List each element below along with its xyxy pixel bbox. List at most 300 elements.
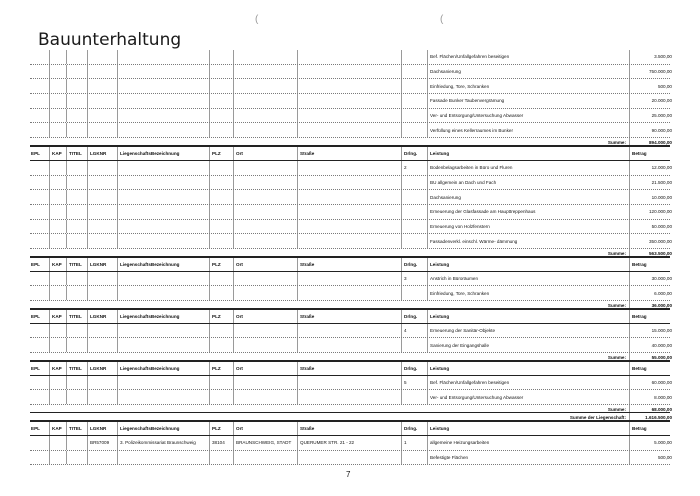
cell-strasse: Straße: [297, 147, 402, 160]
cell-strasse: [297, 286, 402, 300]
cell-titel: [66, 176, 88, 190]
cell-strasse: Straße: [297, 422, 402, 435]
cell-kap: [49, 109, 67, 123]
cell-leistung: Bef. Flächen/Unfallgefahren beseitigen: [427, 376, 630, 390]
sum-row: [30, 249, 670, 257]
cell-epl: [31, 376, 47, 390]
cell-drlng: [401, 390, 428, 404]
cell-plz: [209, 123, 234, 137]
cell-kap: KAP: [49, 258, 67, 271]
cell-titel: [66, 338, 88, 352]
cell-kap: KAP: [49, 310, 67, 323]
cell-lgknr: [87, 176, 118, 190]
cell-bez: [117, 390, 210, 404]
cell-titel: [66, 390, 88, 404]
cell-strasse: [297, 161, 402, 175]
cell-bez: 3. Polizeikommissariat Braunschweig: [117, 436, 210, 450]
cell-plz: PLZ: [209, 362, 234, 375]
cell-betrag: 36.000,00: [629, 301, 674, 308]
cell-titel: [66, 123, 88, 137]
cell-leistung: Einfriedung, Tore, Schranken: [427, 79, 630, 93]
cell-lgknr: [87, 205, 118, 219]
cell-betrag: 500,00: [629, 79, 674, 93]
cell-ort: [233, 376, 298, 390]
cell-strasse: [297, 451, 402, 465]
cell-plz: [209, 65, 234, 79]
cell-ort: [233, 123, 298, 137]
cell-betrag: 1.616.500,00: [629, 413, 674, 420]
cell-kap: [49, 123, 67, 137]
cell-lgknr: [87, 220, 118, 234]
cell-drlng: [401, 338, 428, 352]
table-header-row: [30, 146, 670, 161]
cell-plz: [209, 94, 234, 108]
cell-lgknr: LGKNR: [87, 147, 118, 160]
cell-titel: [66, 205, 88, 219]
cell-kap: [49, 220, 67, 234]
cell-plz: [209, 338, 234, 352]
cell-kap: [49, 234, 67, 248]
cell-plz: [209, 390, 234, 404]
cell-betrag: Betrag: [629, 310, 672, 323]
cell-kap: [49, 390, 67, 404]
cell-titel: [66, 190, 88, 204]
cell-titel: [66, 79, 88, 93]
table-row: [30, 109, 670, 124]
cell-leistung: BU allgemein an Dach und Fach: [427, 176, 630, 190]
cell-betrag: 12.000,00: [629, 161, 674, 175]
cell-drlng: 3: [401, 272, 428, 286]
table-row: [30, 65, 670, 80]
table-row: [30, 161, 670, 176]
table-header-row: [30, 257, 670, 272]
table-row: [30, 324, 670, 339]
cell-epl: [31, 324, 47, 338]
cell-ort: [233, 65, 298, 79]
cell-bez: [117, 376, 210, 390]
cell-titel: [66, 65, 88, 79]
cell-strasse: [297, 65, 402, 79]
cell-lgknr: [87, 65, 118, 79]
cell-strasse: [297, 324, 402, 338]
page-title: Bauunterhaltung: [38, 30, 182, 50]
cell-ort: Ort: [233, 310, 298, 323]
cell-betrag: 68.000,00: [629, 405, 674, 412]
cell-lgknr: [87, 50, 118, 64]
cell-kap: [49, 338, 67, 352]
cell-titel: [66, 94, 88, 108]
cell-betrag: 21.500,00: [629, 176, 674, 190]
cell-ort: Ort: [233, 362, 298, 375]
cell-betrag: 750.000,00: [629, 65, 674, 79]
cell-plz: [209, 220, 234, 234]
cell-plz: PLZ: [209, 258, 234, 271]
cell-bez: [117, 286, 210, 300]
cell-lgknr: [87, 451, 118, 465]
cell-leistung: Anstrich in Büroräumen: [427, 272, 630, 286]
cell-lgknr: [87, 94, 118, 108]
cell-kap: [49, 272, 67, 286]
scan-mark: (: [255, 14, 259, 25]
cell-ort: [233, 50, 298, 64]
table-row: [30, 286, 670, 301]
cell-epl: EPL: [31, 365, 40, 371]
cell-drlng: 4: [401, 324, 428, 338]
table-row: [30, 50, 670, 65]
cell-betrag: 50.000,00: [629, 220, 674, 234]
cell-plz: [209, 324, 234, 338]
cell-ort: [233, 338, 298, 352]
table-row: [30, 338, 670, 353]
cell-leistung: Leistung: [427, 362, 630, 375]
cell-drlng: [401, 205, 428, 219]
cell-ort: [233, 272, 298, 286]
cell-leistung: Bodenbelagsarbeiten in Büro und Fluren: [427, 161, 630, 175]
cell-epl: [31, 79, 47, 93]
cell-drlng: 1: [401, 436, 428, 450]
cell-bez: [117, 161, 210, 175]
cell-lgknr: LGKNR: [87, 362, 118, 375]
cell-strasse: [297, 390, 402, 404]
cell-strasse: [297, 190, 402, 204]
cell-strasse: QUERUMER STR. 21 - 22: [297, 436, 402, 450]
cell-strasse: [297, 109, 402, 123]
cell-ort: [233, 205, 298, 219]
cell-plz: [209, 205, 234, 219]
cell-kap: [49, 190, 67, 204]
cell-titel: [66, 324, 88, 338]
cell-plz: PLZ: [209, 147, 234, 160]
scan-mark: (: [440, 14, 444, 25]
cell-ort: [233, 324, 298, 338]
cell-leistung: Erneuerung der Glasfassade am Haupttreppenhaus: [427, 205, 630, 219]
cell-lgknr: [87, 338, 118, 352]
cell-leistung: Erneuerung von Holzfenstern: [427, 220, 630, 234]
cell-bez: [117, 123, 210, 137]
cell-plz: [209, 376, 234, 390]
cell-leistung: Leistung: [427, 258, 630, 271]
table-header-row: [30, 421, 670, 436]
cell-leistung: Fassadenverkl. einschl. Wärme- dämmung: [427, 234, 630, 248]
cell-lgknr: [87, 79, 118, 93]
cell-titel: [66, 376, 88, 390]
cell-bez: [117, 79, 210, 93]
cell-strasse: [297, 50, 402, 64]
cell-ort: BRAUNSCHWEIG, STADT: [233, 436, 298, 450]
cell-bez: LiegenschaftsBezeichnung: [117, 147, 210, 160]
cell-kap: [49, 176, 67, 190]
cell-epl: [31, 338, 47, 352]
cell-plz: [209, 79, 234, 93]
sum-label: Summe:: [607, 303, 626, 308]
cell-epl: [31, 390, 47, 404]
cell-plz: [209, 109, 234, 123]
cell-leistung: Ver- und Entsorgung/Untersuchung Abwasser: [427, 109, 630, 123]
cell-titel: TITEL: [66, 258, 88, 271]
table-row: [30, 376, 670, 391]
cell-leistung: Erneuerung der Sanitär-Objekte: [427, 324, 630, 338]
cell-betrag: Betrag: [629, 362, 672, 375]
cell-kap: KAP: [49, 362, 67, 375]
cell-drlng: [401, 234, 428, 248]
cell-epl: EPL: [31, 313, 40, 319]
cell-lgknr: LGKNR: [87, 258, 118, 271]
table-row: [30, 190, 670, 205]
cell-plz: 38104: [209, 436, 234, 450]
cell-betrag: 10.000,00: [629, 190, 674, 204]
cell-plz: PLZ: [209, 422, 234, 435]
cell-epl: [31, 109, 47, 123]
cell-titel: [66, 436, 88, 450]
cell-leistung: Fassade Bunker Taubenvergrämung: [427, 94, 630, 108]
cell-epl: [31, 176, 47, 190]
cell-leistung: Einfriedung, Tore, Schranken: [427, 286, 630, 300]
cell-epl: EPL: [31, 425, 40, 431]
cell-strasse: Straße: [297, 362, 402, 375]
cell-kap: [49, 94, 67, 108]
cell-drlng: [401, 451, 428, 465]
sum-row: [30, 138, 670, 146]
cell-titel: [66, 286, 88, 300]
cell-bez: [117, 338, 210, 352]
cell-plz: [209, 451, 234, 465]
cell-drlng: Drlng.: [401, 258, 428, 271]
cell-ort: Ort: [233, 258, 298, 271]
table-header-row: [30, 361, 670, 376]
cell-bez: [117, 234, 210, 248]
sum-label: Summe:: [607, 407, 626, 413]
cell-kap: [49, 324, 67, 338]
cell-ort: [233, 286, 298, 300]
cell-epl: EPL: [31, 261, 40, 267]
cell-drlng: Drlng.: [401, 362, 428, 375]
cell-titel: [66, 161, 88, 175]
cell-strasse: [297, 94, 402, 108]
cell-betrag: 8.000,00: [629, 390, 674, 404]
cell-drlng: Drlng.: [401, 310, 428, 323]
cell-titel: [66, 109, 88, 123]
cell-betrag: 500,00: [629, 451, 674, 465]
cell-kap: [49, 376, 67, 390]
cell-ort: [233, 390, 298, 404]
sum-row: [30, 405, 670, 413]
cell-betrag: 60.000,00: [629, 376, 674, 390]
cell-plz: PLZ: [209, 310, 234, 323]
cell-betrag: 40.000,00: [629, 338, 674, 352]
cell-titel: [66, 50, 88, 64]
table-row: [30, 272, 670, 287]
cell-strasse: [297, 176, 402, 190]
cell-drlng: [401, 94, 428, 108]
cell-betrag: 55.000,00: [629, 353, 674, 360]
cell-leistung: Verfüllung eines Kellerraumes im Bunker: [427, 123, 630, 137]
cell-strasse: [297, 272, 402, 286]
cell-betrag: 25.000,00: [629, 109, 674, 123]
cell-leistung: Leistung: [427, 310, 630, 323]
cell-lgknr: [87, 161, 118, 175]
cell-ort: Ort: [233, 422, 298, 435]
cell-drlng: [401, 123, 428, 137]
cell-drlng: [401, 220, 428, 234]
cell-plz: [209, 272, 234, 286]
cell-leistung: allgemeine Heizungsarbeiten: [427, 436, 630, 450]
cell-epl: [31, 451, 47, 465]
cell-betrag: 563.500,00: [629, 249, 674, 256]
table-header-row: [30, 309, 670, 324]
cell-leistung: Sanierung der Eingangshalle: [427, 338, 630, 352]
cell-bez: [117, 324, 210, 338]
sum-label: Summe:: [607, 250, 626, 256]
cell-drlng: Drlng.: [401, 422, 428, 435]
cell-epl: [31, 190, 47, 204]
cell-lgknr: [87, 272, 118, 286]
cell-bez: LiegenschaftsBezeichnung: [117, 310, 210, 323]
cell-epl: [31, 272, 47, 286]
cell-ort: [233, 234, 298, 248]
cell-ort: [233, 176, 298, 190]
cell-betrag: 6.000,00: [629, 286, 674, 300]
cell-betrag: 5.000,00: [629, 436, 674, 450]
cell-plz: [209, 50, 234, 64]
cell-strasse: [297, 79, 402, 93]
cell-lgknr: [87, 390, 118, 404]
cell-lgknr: [87, 234, 118, 248]
cell-strasse: [297, 376, 402, 390]
cell-betrag: 3.500,00: [629, 50, 674, 64]
cell-plz: [209, 161, 234, 175]
cell-titel: TITEL: [66, 362, 88, 375]
cell-drlng: [401, 50, 428, 64]
cell-ort: [233, 220, 298, 234]
cell-ort: [233, 94, 298, 108]
cell-lgknr: [87, 286, 118, 300]
cell-kap: KAP: [49, 422, 67, 435]
cell-plz: [209, 190, 234, 204]
cell-strasse: [297, 220, 402, 234]
cell-lgknr: [87, 376, 118, 390]
cell-titel: [66, 272, 88, 286]
cell-betrag: 120.000,00: [629, 205, 674, 219]
cell-kap: [49, 436, 67, 450]
cell-bez: [117, 109, 210, 123]
cell-lgknr: LGKNR: [87, 422, 118, 435]
cell-kap: [49, 451, 67, 465]
cell-lgknr: LGKNR: [87, 310, 118, 323]
cell-betrag: 894.000,00: [629, 138, 674, 145]
cell-bez: LiegenschaftsBezeichnung: [117, 362, 210, 375]
cell-leistung: Leistung: [427, 422, 630, 435]
cell-bez: [117, 65, 210, 79]
cell-lgknr: BR57009: [87, 436, 118, 450]
cell-plz: [209, 176, 234, 190]
cell-betrag: 20.000,00: [629, 94, 674, 108]
cell-betrag: 350.000,00: [629, 234, 674, 248]
cell-leistung: Dachsanierung: [427, 65, 630, 79]
cell-drlng: [401, 109, 428, 123]
bauunterhaltung-table: [30, 50, 670, 465]
cell-kap: [49, 161, 67, 175]
cell-epl: [31, 436, 47, 450]
cell-ort: [233, 109, 298, 123]
cell-leistung: Dachsanierung: [427, 190, 630, 204]
cell-titel: [66, 451, 88, 465]
cell-leistung: Bef. Flächen/Unfallgefahren beseitigen: [427, 50, 630, 64]
cell-bez: [117, 190, 210, 204]
cell-kap: [49, 205, 67, 219]
cell-ort: [233, 451, 298, 465]
table-row: [30, 234, 670, 249]
cell-kap: KAP: [49, 147, 67, 160]
cell-drlng: Drlng.: [401, 147, 428, 160]
cell-epl: [31, 94, 47, 108]
cell-titel: TITEL: [66, 422, 88, 435]
cell-epl: [31, 234, 47, 248]
table-row: [30, 79, 670, 94]
cell-epl: EPL: [31, 150, 40, 156]
cell-bez: [117, 220, 210, 234]
cell-drlng: 5: [401, 376, 428, 390]
sum-row: [30, 353, 670, 361]
cell-kap: [49, 79, 67, 93]
cell-bez: [117, 205, 210, 219]
cell-leistung: Befestigte Flächen: [427, 451, 630, 465]
cell-plz: [209, 286, 234, 300]
table-row: [30, 436, 670, 451]
cell-kap: [49, 50, 67, 64]
cell-lgknr: [87, 109, 118, 123]
cell-betrag: 15.000,00: [629, 324, 674, 338]
cell-ort: [233, 161, 298, 175]
cell-ort: [233, 190, 298, 204]
cell-drlng: [401, 176, 428, 190]
cell-titel: [66, 234, 88, 248]
cell-epl: [31, 65, 47, 79]
cell-lgknr: [87, 123, 118, 137]
cell-strasse: Straße: [297, 310, 402, 323]
cell-epl: [31, 220, 47, 234]
cell-betrag: 30.000,00: [629, 272, 674, 286]
cell-bez: [117, 50, 210, 64]
cell-epl: [31, 286, 47, 300]
table-row: [30, 94, 670, 109]
table-row: [30, 205, 670, 220]
cell-lgknr: [87, 324, 118, 338]
cell-drlng: 2: [401, 161, 428, 175]
cell-strasse: [297, 123, 402, 137]
page-number: 7: [346, 470, 351, 479]
table-row: [30, 451, 670, 466]
table-row: [30, 123, 670, 138]
cell-bez: LiegenschaftsBezeichnung: [117, 422, 210, 435]
table-row: [30, 390, 670, 405]
cell-plz: [209, 234, 234, 248]
cell-epl: [31, 161, 47, 175]
sum-label: Summe der Liegenschaft:: [569, 415, 626, 421]
cell-betrag: Betrag: [629, 147, 672, 160]
cell-lgknr: [87, 190, 118, 204]
cell-titel: [66, 220, 88, 234]
cell-epl: [31, 50, 47, 64]
table-row: [30, 220, 670, 235]
cell-bez: [117, 272, 210, 286]
cell-drlng: [401, 65, 428, 79]
cell-bez: [117, 176, 210, 190]
cell-leistung: Ver- und Entsorgung/Untersuchung Abwasser: [427, 390, 630, 404]
cell-ort: Ort: [233, 147, 298, 160]
table-row: [30, 176, 670, 191]
cell-leistung: Leistung: [427, 147, 630, 160]
cell-kap: [49, 286, 67, 300]
